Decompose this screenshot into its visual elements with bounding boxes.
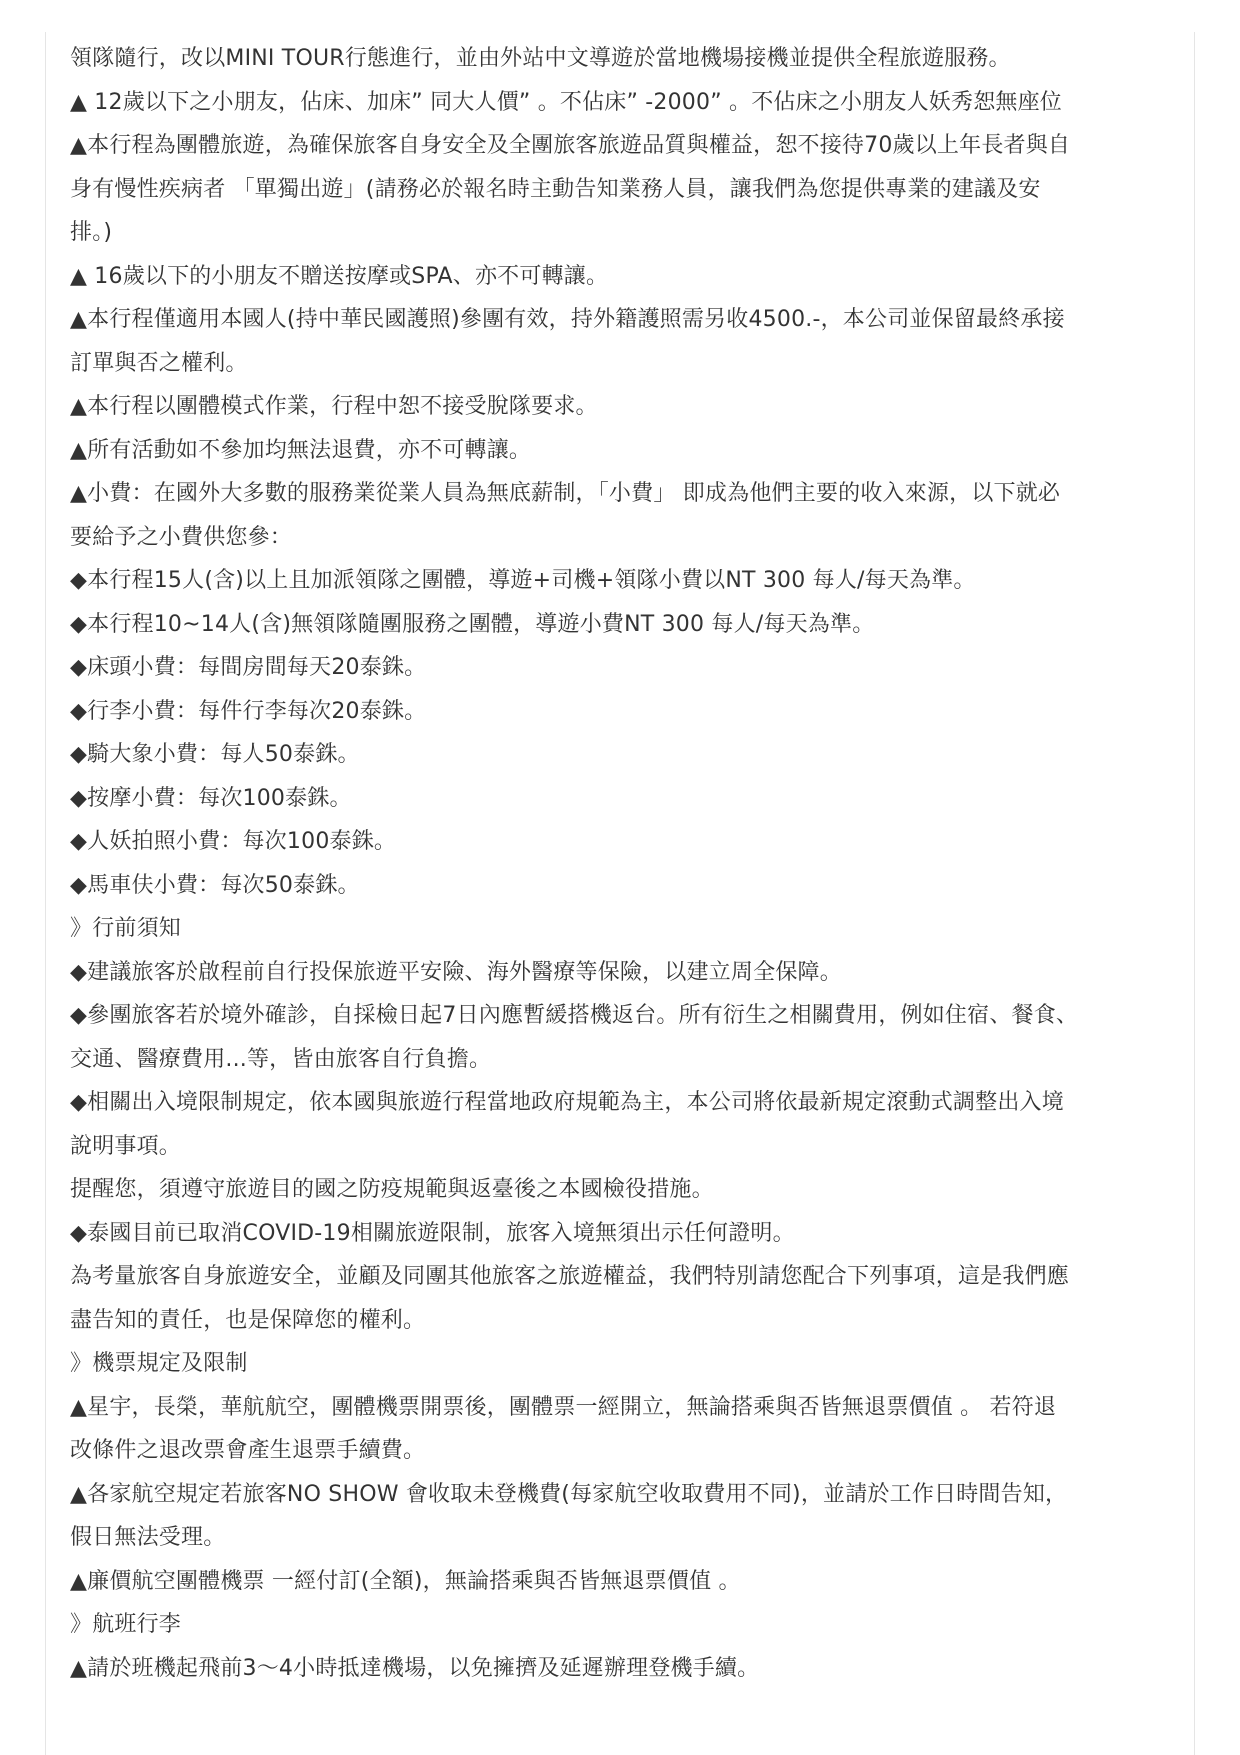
- text-line: ◆人妖拍照小費：每次100泰銖。: [70, 829, 397, 854]
- text-line: 提醒您，須遵守旅遊目的國之防疫規範與返臺後之本國檢役措施。: [70, 1177, 714, 1202]
- text-line: ◆相關出入境限制規定，依本國與旅遊行程當地政府規範為主，本公司將依最新規定滾動式調整出入境: [70, 1090, 1064, 1115]
- text-line: ▲ 12歲以下之小朋友，佔床、加床” 同大人價” 。不佔床” -2000” 。不佔床之小朋友人妖秀恕無座位: [70, 89, 1062, 115]
- text-line: ▲各家航空規定若旅客NO SHOW 會收取未登機費(每家航空收取費用不同)，並請於工作日時間告知，: [70, 1481, 1068, 1507]
- text-line: ◆按摩小費：每次100泰銖。: [70, 785, 352, 811]
- text-line: ▲廉價航空團體機票 一經付訂(全額)，無論搭乘與否皆無退票價值 。: [70, 1568, 741, 1594]
- text-line: 領隊隨行，改以MINI TOUR行態進行，並由外站中文導遊於當地機場接機並提供全程旅遊服務。: [70, 46, 1011, 71]
- text-line: ▲本行程以團體模式作業，行程中恕不接受脫隊要求。: [70, 394, 598, 419]
- text-line: 》機票規定及限制: [70, 1351, 248, 1376]
- text-line: 說明事項。: [70, 1133, 182, 1159]
- text-line: 訂單與否之權利。: [70, 350, 248, 376]
- text-line: ◆床頭小費：每間房間每天20泰銖。: [70, 655, 427, 680]
- text-line: ◆本行程15人(含)以上且加派領隊之團體，導遊+司機+領隊小費以NT 300 每人/每天為準。: [70, 568, 976, 593]
- text-line: 》行前須知: [70, 916, 182, 941]
- document-body: [70, 37, 1178, 1690]
- text-line: ◆騎大象小費：每人50泰銖。: [70, 742, 360, 767]
- text-line: ▲所有活動如不參加均無法退費，亦不可轉讓。: [70, 437, 532, 463]
- text-line: 要給予之小費供您參：: [70, 524, 293, 550]
- text-line: ▲請於班機起飛前3～4小時抵達機場，以免擁擠及延遲辦理登機手續。: [70, 1655, 760, 1681]
- text-line: ◆行李小費：每件行李每次20泰銖。: [70, 698, 427, 724]
- text-line: ▲小費：在國外大多數的服務業從業人員為無底薪制，「小費」 即成為他們主要的收入來源，以下就必: [70, 481, 1061, 506]
- text-line: ◆馬車伕小費：每次50泰銖。: [70, 872, 360, 898]
- text-line: 排。): [70, 220, 113, 245]
- text-line: 》航班行李: [70, 1612, 182, 1637]
- text-line: 改條件之退改票會產生退票手續費。: [70, 1438, 426, 1463]
- text-line: 假日無法受理。: [70, 1525, 226, 1550]
- text-line: 交通、醫療費用...等，皆由旅客自行負擔。: [70, 1046, 492, 1072]
- text-line: 盡告知的責任，也是保障您的權利。: [70, 1307, 426, 1333]
- text-line: 為考量旅客自身旅遊安全，並顧及同團其他旅客之旅遊權益，我們特別請您配合下列事項，這是我們應: [70, 1264, 1070, 1289]
- text-line: ◆泰國目前已取消COVID-19相關旅遊限制，旅客入境無須出示任何證明。: [70, 1220, 795, 1246]
- text-line: ◆建議旅客於啟程前自行投保旅遊平安險、海外醫療等保險，以建立周全保障。: [70, 959, 842, 985]
- text-line: ▲ 16歲以下的小朋友不贈送按摩或SPA、亦不可轉讓。: [70, 263, 609, 289]
- text-line: ◆參團旅客若於境外確診，自採檢日起7日內應暫緩搭機返台。所有衍生之相關費用，例如住宿、餐食、: [70, 1003, 1079, 1028]
- text-line: 身有慢性疾病者 「單獨出遊」(請務必於報名時主動告知業務人員，讓我們為您提供專業的建議及安: [70, 176, 1041, 202]
- text-line: ▲本行程僅適用本國人(持中華民國護照)參團有效，持外籍護照需另收4500.-，本公司並保留最終承接: [70, 307, 1065, 332]
- text-line: ▲本行程為團體旅遊，為確保旅客自身安全及全團旅客旅遊品質與權益，恕不接待70歲以上年長者與自: [70, 133, 1071, 158]
- text-line: ◆本行程10~14人(含)無領隊隨團服務之團體，導遊小費NT 300 每人/每天為準。: [70, 611, 875, 637]
- text-line: ▲星宇，長榮，華航航空，團體機票開票後，團體票一經開立，無論搭乘與否皆無退票價值 。 若符退: [70, 1394, 1057, 1420]
